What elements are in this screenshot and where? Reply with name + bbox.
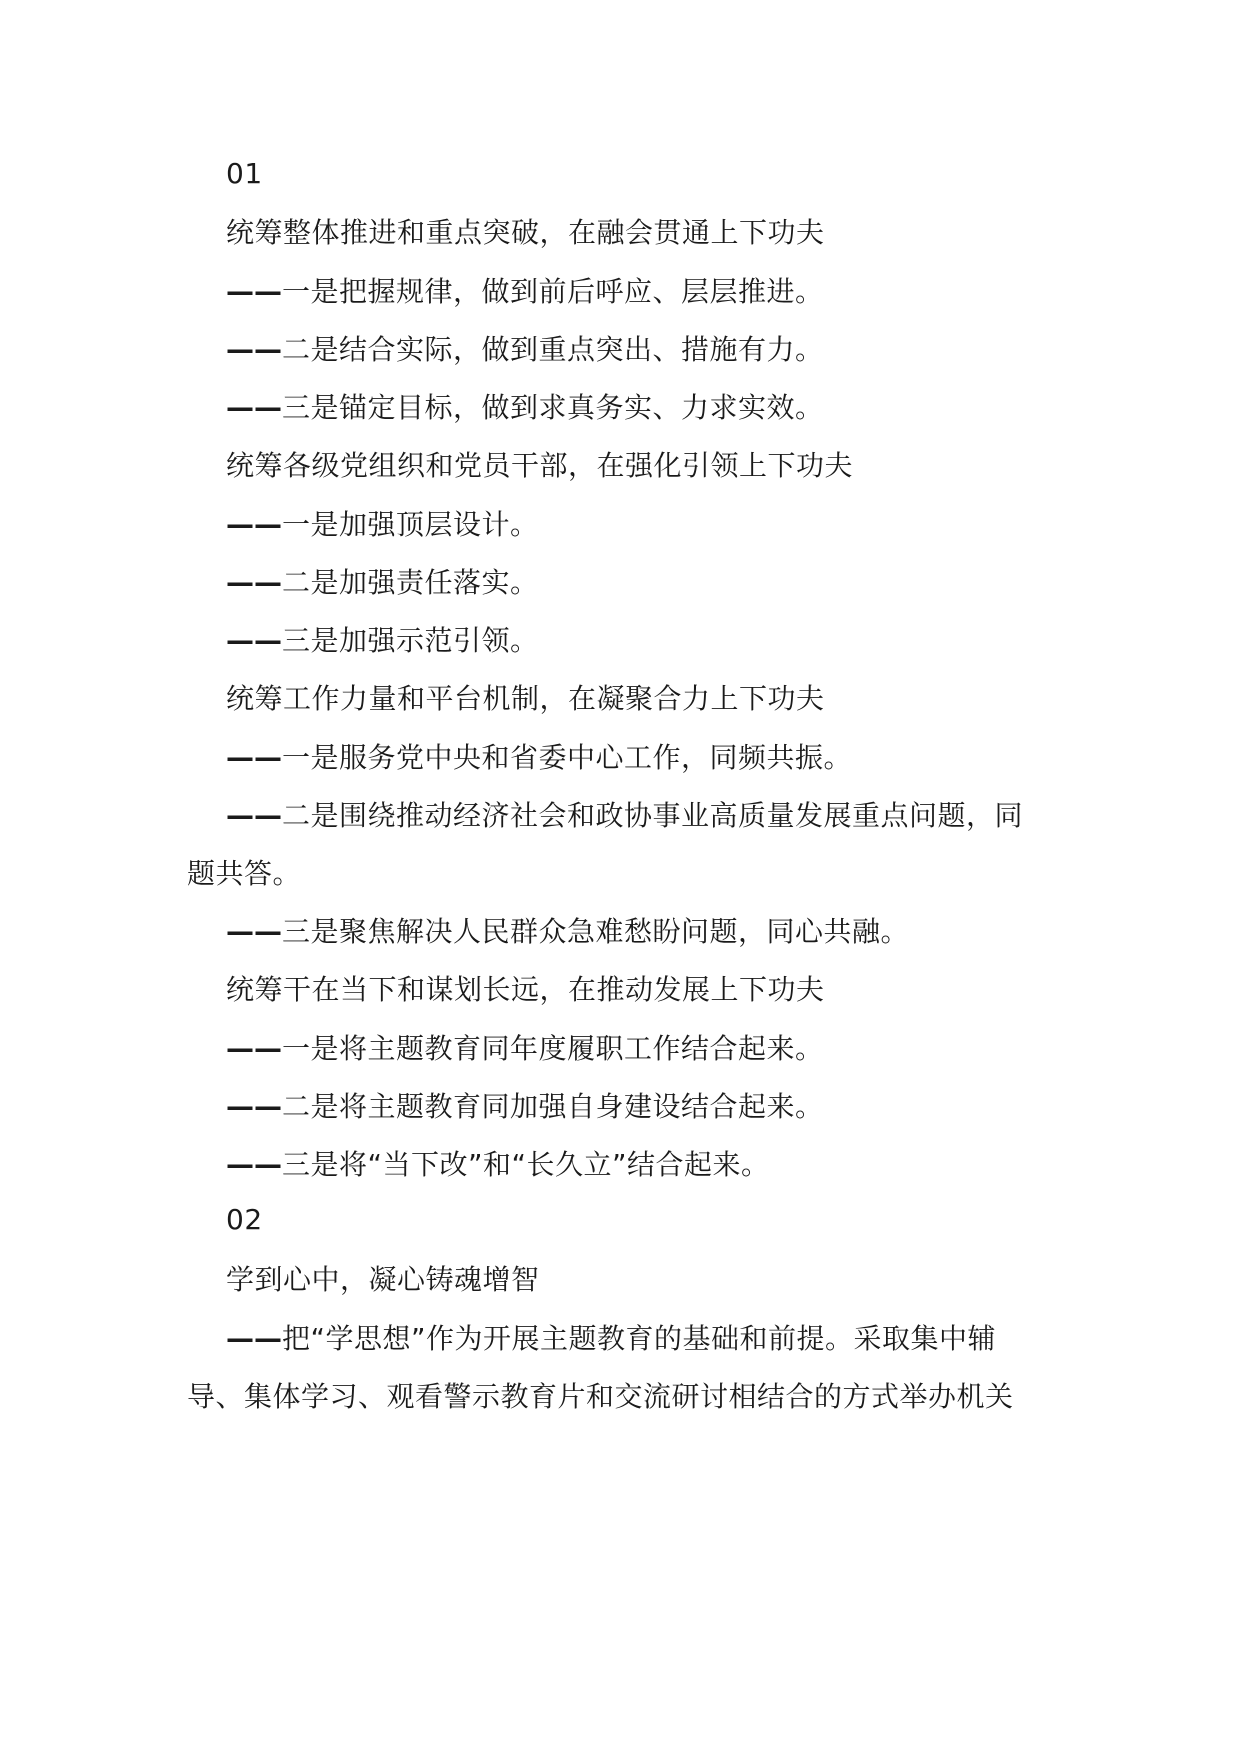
- list-item-text: 二是加强责任落实。: [282, 566, 539, 599]
- dash-marker: ——: [226, 508, 282, 541]
- dash-marker: ——: [226, 1032, 282, 1065]
- section-number: [226, 156, 1066, 192]
- section-heading: [226, 215, 1066, 251]
- list-item-text: 三是加强示范引领。: [282, 624, 539, 657]
- list-item-text: 一是将主题教育同年度履职工作结合起来。: [282, 1032, 824, 1065]
- list-item: [226, 332, 1066, 368]
- dash-marker: ——: [226, 391, 282, 424]
- list-item: [226, 740, 1066, 776]
- section-heading: [226, 448, 1066, 484]
- list-item: [226, 1321, 1066, 1357]
- list-item-text: 三是将“当下改”和“长久立”结合起来。: [282, 1148, 770, 1181]
- list-item-continuation: [187, 1379, 1027, 1415]
- list-item-text: 二是围绕推动经济社会和政协事业高质量发展重点问题，同: [282, 799, 1024, 832]
- list-item: [226, 390, 1066, 426]
- heading-text: 统筹各级党组织和党员干部，在强化引领上下功夫: [226, 449, 854, 482]
- dash-marker: ——: [226, 624, 282, 657]
- list-item: [226, 798, 1066, 834]
- dash-marker: ——: [226, 275, 282, 308]
- list-item-text: 把“学思想”作为开展主题教育的基础和前提。采取集中辅: [282, 1322, 997, 1355]
- heading-text: 统筹工作力量和平台机制，在凝聚合力上下功夫: [226, 682, 825, 715]
- section-number: [226, 1202, 1066, 1238]
- dash-marker: ——: [226, 741, 282, 774]
- list-item-text: 题共答。: [187, 857, 302, 890]
- heading-text: 学到心中，凝心铸魂增智: [226, 1263, 540, 1296]
- list-item-text: 导、集体学习、观看警示教育片和交流研讨相结合的方式举办机关: [187, 1380, 1014, 1413]
- dash-marker: ——: [226, 333, 282, 366]
- list-item: [226, 507, 1066, 543]
- list-item-text: 二是结合实际，做到重点突出、措施有力。: [282, 333, 824, 366]
- list-item-text: 三是锚定目标，做到求真务实、力求实效。: [282, 391, 824, 424]
- list-item: [226, 914, 1066, 950]
- heading-text: 统筹整体推进和重点突破，在融会贯通上下功夫: [226, 216, 825, 249]
- dash-marker: ——: [226, 1090, 282, 1123]
- list-item-text: 三是聚焦解决人民群众急难愁盼问题，同心共融。: [282, 915, 910, 948]
- dash-marker: ——: [226, 915, 282, 948]
- dash-marker: ——: [226, 799, 282, 832]
- list-item: [226, 1147, 1066, 1183]
- list-item: [226, 1031, 1066, 1067]
- list-item-text: 二是将主题教育同加强自身建设结合起来。: [282, 1090, 824, 1123]
- dash-marker: ——: [226, 566, 282, 599]
- list-item: [226, 565, 1066, 601]
- list-item-text: 一是加强顶层设计。: [282, 508, 539, 541]
- dash-marker: ——: [226, 1148, 282, 1181]
- section-number-text: 01: [226, 157, 263, 190]
- list-item-continuation: [187, 856, 1027, 892]
- heading-text: 统筹干在当下和谋划长远，在推动发展上下功夫: [226, 973, 825, 1006]
- section-number-text: 02: [226, 1203, 263, 1236]
- list-item-text: 一是把握规律，做到前后呼应、层层推进。: [282, 275, 824, 308]
- list-item: [226, 274, 1066, 310]
- dash-marker: ——: [226, 1322, 282, 1355]
- section-heading: [226, 681, 1066, 717]
- section-heading: [226, 972, 1066, 1008]
- list-item: [226, 623, 1066, 659]
- list-item: [226, 1089, 1066, 1125]
- list-item-text: 一是服务党中央和省委中心工作，同频共振。: [282, 741, 853, 774]
- section-heading: [226, 1262, 1066, 1298]
